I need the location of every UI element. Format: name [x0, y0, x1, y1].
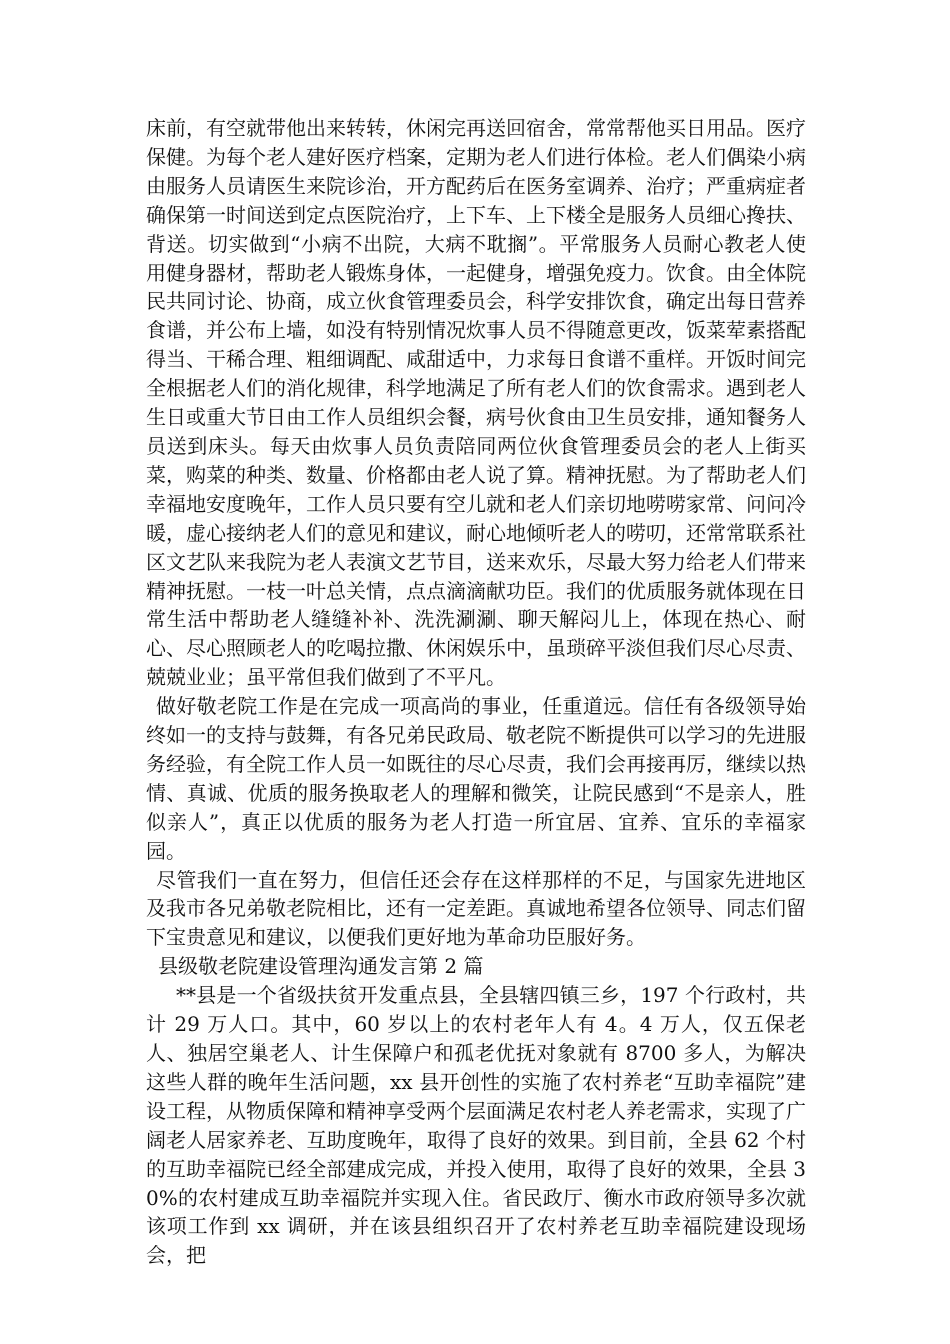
section-heading: 县级敬老院建设管理沟通发言第 2 篇: [158, 954, 484, 979]
document-body: [146, 114, 806, 1270]
paragraph-county-overview: **县是一个省级扶贫开发重点县，全县辖四镇三乡，197 个行政村，共计 29 万人口。其中，60 岁以上的农村老年人有 4。4 万人，仅五保老人、独居空巢老人、计生保障户和孤老优抚对象就有 8700 多人，为解决这些人群的晚年生活问题，xx 县开创性的实施了农村养老“互助幸福院”建设工程，从物质保障和精神享受两个层面满足农村老人养老需求，实现了广阔老人居家养老、互助度晚年，取得了良好的效果。到目前，全县 62 个村的互助幸福院已经全部建成完成，并投入使用，取得了良好的效果，全县 30%的农村建成互助幸福院并实现入住。省民政厅、衡水市政府领导多次就该项工作到 xx 调研，并在该县组织召开了农村养老互助幸福院建设现场会，把: [146, 983, 806, 1268]
paragraph-shortcomings: 尽管我们一直在努力，但信任还会存在这样那样的不足，与国家先进地区及我市各兄弟敬老院相比，还有一定差距。真诚地希望各位领导、同志们留下宝贵意见和建议，以便我们更好地为革命功臣服好务。: [146, 867, 806, 950]
paragraph-mission: 做好敬老院工作是在完成一项高尚的事业，任重道远。信任有各级领导始终如一的支持与鼓舞，有各兄弟民政局、敬老院不断提供可以学习的先进服务经验，有全院工作人员一如既往的尽心尽责，我们会再接再厉，继续以热情、真诚、优质的服务换取老人的理解和微笑，让院民感到“不是亲人，胜似亲人”，真正以优质的服务为老人打造一所宜居、宜养、宜乐的幸福家园。: [146, 694, 806, 863]
paragraph-services: 床前，有空就带他出来转转，休闲完再送回宿舍，常常帮他买日用品。医疗保健。为每个老人建好医疗档案，定期为老人们进行体检。老人们偶染小病由服务人员请医生来院诊治，开方配药后在医务室调养、治疗；严重病症者确保第一时间送到定点医院治疗，上下车、上下楼全是服务人员细心搀扶、背送。切实做到“小病不出院，大病不耽搁”。平常服务人员耐心教老人使用健身器材，帮助老人锻炼身体，一起健身，增强免疫力。饮食。由全体院民共同讨论、协商，成立伙食管理委员会，科学安排饮食，确定出每日营养食谱，并公布上墙，如没有特别情况炊事人员不得随意更改，饭菜荤素搭配得当、干稀合理、粗细调配、咸甜适中，力求每日食谱不重样。开饭时间完全根据老人们的消化规律，科学地满足了所有老人们的饮食需求。遇到老人生日或重大节日由工作人员组织会餐，病号伙食由卫生员安排，通知餐务人员送到床头。每天由炊事人员负责陪同两位伙食管理委员会的老人上街买菜，购菜的种类、数量、价格都由老人说了算。精神抚慰。为了帮助老人们幸福地安度晚年，工作人员只要有空儿就和老人们亲切地唠唠家常、问问冷暖，虚心接纳老人们的意见和建议，耐心地倾听老人的唠叨，还常常联系社区文艺队来我院为老人表演文艺节目，送来欢乐，尽最大努力给老人们带来精神抚慰。一枝一叶总关情，点点滴滴献功臣。我们的优质服务就体现在日常生活中帮助老人缝缝补补、洗洗涮涮、聊天解闷儿上，体现在热心、耐心、尽心照顾老人的吃喝拉撒、休闲娱乐中，虽琐碎平淡但我们尽心尽责、兢兢业业；虽平常但我们做到了不平凡。: [146, 116, 806, 690]
